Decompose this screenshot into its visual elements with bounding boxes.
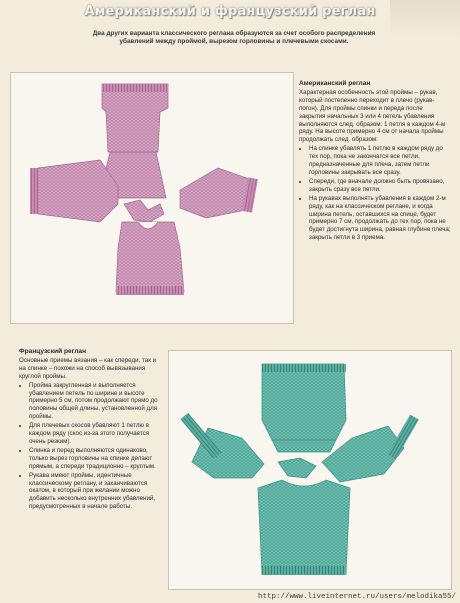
- neck-center-piece-teal: [278, 458, 316, 478]
- left-sleeve-piece: [30, 160, 118, 222]
- page-title: Американский и французский реглан: [84, 4, 376, 19]
- right-sleeve-piece: [180, 168, 258, 218]
- list-item: • Рукава имеют проймы, идентичные классическому реглану, и заканчиваются окатом, в который при желании можно добавить несколько внутренних убавлений, предусмотренных в начале работы.: [29, 472, 161, 512]
- french-raglan-heading: Французский реглан: [19, 348, 87, 355]
- american-raglan-intro: Характерная особенность этой проймы – рукав, который постепенно переходит в плечо (рукав-погон). Для проймы спинки и переда после закрытия начальных 3 или 4 петель убавления выполняются след. образом: 1 петля в каждом 4-м ряду. На высоте примерно 4 см от начала проймы продолжать след. образом:: [299, 88, 446, 144]
- neck-center-piece: [124, 200, 164, 222]
- french-raglan-list: [19, 382, 161, 512]
- american-raglan-heading: Американский реглан: [299, 80, 371, 87]
- back-piece-teal: [262, 364, 346, 452]
- list-item: • Спереди, где вначале должно быть провязано, закрыть сразу все петли.: [309, 178, 451, 194]
- front-piece-teal: [258, 480, 350, 575]
- list-item: • Пройма закругленная и выполняется убавлением петель по ширине и высоте примерно 5 см, потом продолжают прямо до половины общей длины, установленной для проймы.: [29, 382, 161, 422]
- american-raglan-diagram: [30, 84, 258, 295]
- list-item: • Спинка и перед выполняются одинаково, только вырез горловины на спинке делают прямым, а спереди традиционно – круглым.: [29, 447, 161, 471]
- list-item: • На спинке убавлять 1 петлю в каждом ряду до тех пор, пока не закончатся все петли, предназначенные для плеча, затем петли горловины закрывать все сразу.: [309, 145, 451, 177]
- american-raglan-list: [299, 145, 451, 242]
- french-raglan-intro: Основные приемы вязания – как спереди, так и на спинке – похожи на способ вывязывания круглой проймы.: [19, 356, 157, 380]
- list-item: • На рукавах выполнять убавления в каждом 2-м ряду, как на классическом реглане, и когда ширина петель, оставшихся на спице, будет примерно 7 см, продолжать до тех пор, пока не будет достигнута ширина, равная глубине плеча; закрыть петли в 3 приема.: [309, 195, 451, 242]
- list-item: • Для плечевых скосов убавляют 1 петлю в каждом ряду (скос из-за этого получается очень резким).: [29, 422, 161, 446]
- left-sleeve-piece-teal: [180, 413, 264, 478]
- front-piece: [116, 222, 184, 295]
- french-raglan-text: [19, 348, 161, 512]
- watermark-url: http://www.liveinternet.ru/users/melodika55/: [257, 593, 456, 601]
- french-raglan-diagram: [180, 364, 418, 575]
- american-raglan-text: [299, 80, 451, 243]
- subtitle: Два других варианта классического реглана образуются за счет особого распределения убавлений между проймой, вырезом горловины и плечевыми скосами.: [92, 30, 376, 46]
